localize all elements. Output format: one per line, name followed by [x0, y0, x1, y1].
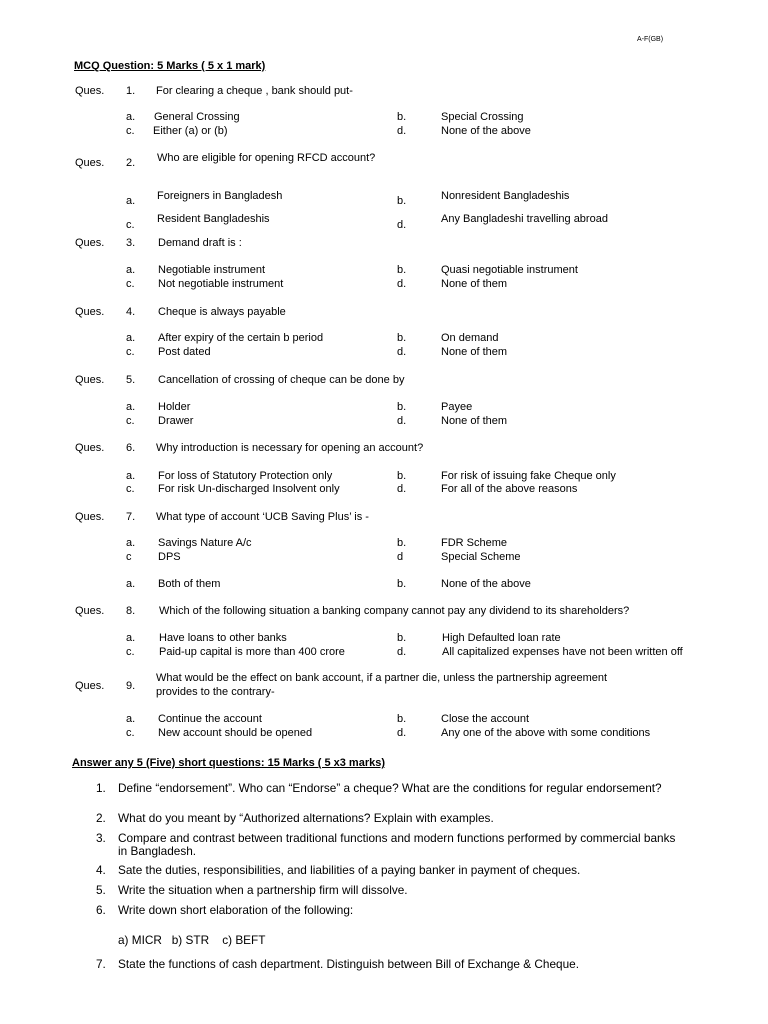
- ques-label: Ques.: [75, 157, 105, 169]
- option-letter: a.: [126, 195, 136, 207]
- option-text: Resident Bangladeshis: [157, 213, 270, 225]
- question-number: 7.: [126, 511, 136, 523]
- option-letter: c: [126, 551, 132, 563]
- question-text: Why introduction is necessary for opening an account?: [156, 442, 424, 454]
- question-text: Cancellation of crossing of cheque can be done by: [158, 374, 405, 386]
- option-text: Nonresident Bangladeshis: [441, 190, 570, 202]
- option-text: Savings Nature A/c: [158, 537, 252, 549]
- option-letter: a.: [126, 632, 136, 644]
- option-text: For all of the above reasons: [441, 483, 578, 495]
- mcq-heading: MCQ Question: 5 Marks ( 5 x 1 mark): [74, 60, 266, 72]
- option-text: None of them: [441, 278, 508, 290]
- option-text: For loss of Statutory Protection only: [158, 470, 333, 482]
- option-letter: d.: [397, 278, 407, 290]
- option-text: Continue the account: [158, 713, 262, 725]
- short-question-number: 1.: [96, 781, 106, 795]
- option-letter: c.: [126, 125, 135, 137]
- option-text: On demand: [441, 332, 499, 344]
- short-question-number: 5.: [96, 883, 106, 897]
- option-letter: c.: [126, 278, 135, 290]
- short-question-text: Write the situation when a partnership firm will dissolve.: [118, 883, 408, 897]
- question-number: 9.: [126, 680, 136, 692]
- option-text: Any Bangladeshi travelling abroad: [441, 213, 608, 225]
- option-letter: c.: [126, 646, 135, 658]
- short-question-number: 4.: [96, 863, 106, 877]
- option-text: Foreigners in Bangladesh: [157, 190, 283, 202]
- short-question-number: 3.: [96, 831, 106, 845]
- short-question-text: Sate the duties, responsibilities, and liabilities of a paying banker in payment of cheques.: [118, 863, 581, 877]
- option-text: Quasi negotiable instrument: [441, 264, 578, 276]
- question-number: 2.: [126, 157, 136, 169]
- option-text: DPS: [158, 551, 181, 563]
- option-letter: b.: [397, 195, 407, 207]
- option-letter: d.: [397, 415, 407, 427]
- option-text: Payee: [441, 401, 473, 413]
- option-letter: a.: [126, 401, 136, 413]
- option-text: High Defaulted loan rate: [442, 632, 561, 644]
- question-text-line-1: What would be the effect on bank account, if a partner die, unless the partnership agreement: [156, 672, 608, 684]
- ques-label: Ques.: [75, 237, 105, 249]
- question-text: Which of the following situation a banking company cannot pay any dividend to its shareholders?: [159, 605, 630, 617]
- option-letter: d.: [397, 483, 407, 495]
- ques-label: Ques.: [75, 442, 105, 454]
- option-text: Not negotiable instrument: [158, 278, 284, 290]
- question-number: 1.: [126, 85, 136, 97]
- option-letter: b.: [397, 537, 407, 549]
- option-text: Special Crossing: [441, 111, 524, 123]
- question-text-line-2: provides to the contrary-: [156, 686, 275, 698]
- ques-label: Ques.: [75, 374, 105, 386]
- question-text: Who are eligible for opening RFCD account?: [157, 152, 376, 164]
- option-text: None of the above: [441, 125, 531, 137]
- option-letter: a.: [126, 713, 136, 725]
- option-letter: c.: [126, 727, 135, 739]
- short-question-text: What do you meant by “Authorized alternations? Explain with examples.: [118, 811, 494, 825]
- question-text: Demand draft is :: [158, 237, 242, 249]
- option-letter: b.: [397, 578, 407, 590]
- question-number: 4.: [126, 306, 136, 318]
- option-text: None of the above: [441, 578, 531, 590]
- short-question-number: 2.: [96, 811, 106, 825]
- option-letter: d.: [397, 219, 407, 231]
- short-question-text: Compare and contrast between traditional functions and modern functions performed by commercial banks in Bangladesh.: [118, 831, 676, 858]
- option-letter: b.: [397, 632, 407, 644]
- option-text: Have loans to other banks: [159, 632, 287, 644]
- option-text: For risk of issuing fake Cheque only: [441, 470, 616, 482]
- question-number: 5.: [126, 374, 136, 386]
- ques-label: Ques.: [75, 511, 105, 523]
- option-text: Post dated: [158, 346, 211, 358]
- option-letter: c.: [126, 219, 135, 231]
- option-text: FDR Scheme: [441, 537, 508, 549]
- option-text: New account should be opened: [158, 727, 313, 739]
- short-question-number: 6.: [96, 903, 106, 917]
- option-text: All capitalized expenses have not been written off: [442, 646, 683, 658]
- option-letter: b.: [397, 713, 407, 725]
- option-text: Drawer: [158, 415, 194, 427]
- option-text: For risk Un-discharged Insolvent only: [158, 483, 340, 495]
- option-letter: d.: [397, 346, 407, 358]
- ques-label: Ques.: [75, 680, 105, 692]
- option-letter: b.: [397, 111, 407, 123]
- option-letter: d.: [397, 727, 407, 739]
- ques-label: Ques.: [75, 605, 105, 617]
- option-text: Paid-up capital is more than 400 crore: [159, 646, 345, 658]
- option-letter: b.: [397, 264, 407, 276]
- short-question-text: Define “endorsement”. Who can “Endorse” a cheque? What are the conditions for regular endorsement?: [118, 781, 662, 795]
- question-number: 8.: [126, 605, 136, 617]
- option-text: After expiry of the certain b period: [158, 332, 324, 344]
- option-text: Holder: [158, 401, 191, 413]
- option-letter: a.: [126, 111, 136, 123]
- question-number: 6.: [126, 442, 136, 454]
- option-letter: a.: [126, 470, 136, 482]
- option-letter: a.: [126, 578, 136, 590]
- option-letter: a.: [126, 537, 136, 549]
- question-text: Cheque is always payable: [158, 306, 286, 318]
- option-text: None of them: [441, 415, 508, 427]
- option-letter: a.: [126, 332, 136, 344]
- option-letter: b.: [397, 332, 407, 344]
- option-letter: a.: [126, 264, 136, 276]
- paper-code: A-F(GB): [637, 36, 664, 43]
- option-text: Close the account: [441, 713, 530, 725]
- question-number: 3.: [126, 237, 136, 249]
- option-letter: d.: [397, 646, 407, 658]
- option-letter: d: [397, 551, 404, 563]
- option-letter: c.: [126, 415, 135, 427]
- option-text: Special Scheme: [441, 551, 521, 563]
- ques-label: Ques.: [75, 85, 105, 97]
- option-text: Negotiable instrument: [158, 264, 266, 276]
- option-letter: b.: [397, 470, 407, 482]
- option-text: General Crossing: [154, 111, 240, 123]
- question-text: For clearing a cheque , bank should put-: [156, 85, 353, 97]
- option-text: Any one of the above with some conditions: [441, 727, 651, 739]
- short-questions-heading: Answer any 5 (Five) short questions: 15 Marks ( 5 x3 marks): [72, 757, 386, 769]
- option-text: None of them: [441, 346, 508, 358]
- option-letter: b.: [397, 401, 407, 413]
- option-letter: c.: [126, 483, 135, 495]
- option-text: Both of them: [158, 578, 221, 590]
- ques-label: Ques.: [75, 306, 105, 318]
- short-question-subitems: a) MICR b) STR c) BEFT: [118, 933, 266, 947]
- short-question-text: Write down short elaboration of the following:: [118, 903, 354, 917]
- short-question-number: 7.: [96, 957, 106, 971]
- option-letter: c.: [126, 346, 135, 358]
- question-text: What type of account ‘UCB Saving Plus’ is -: [156, 511, 369, 523]
- option-text: Either (a) or (b): [153, 125, 228, 137]
- short-question-text: State the functions of cash department. Distinguish between Bill of Exchange & Cheque.: [118, 957, 580, 971]
- option-letter: d.: [397, 125, 407, 137]
